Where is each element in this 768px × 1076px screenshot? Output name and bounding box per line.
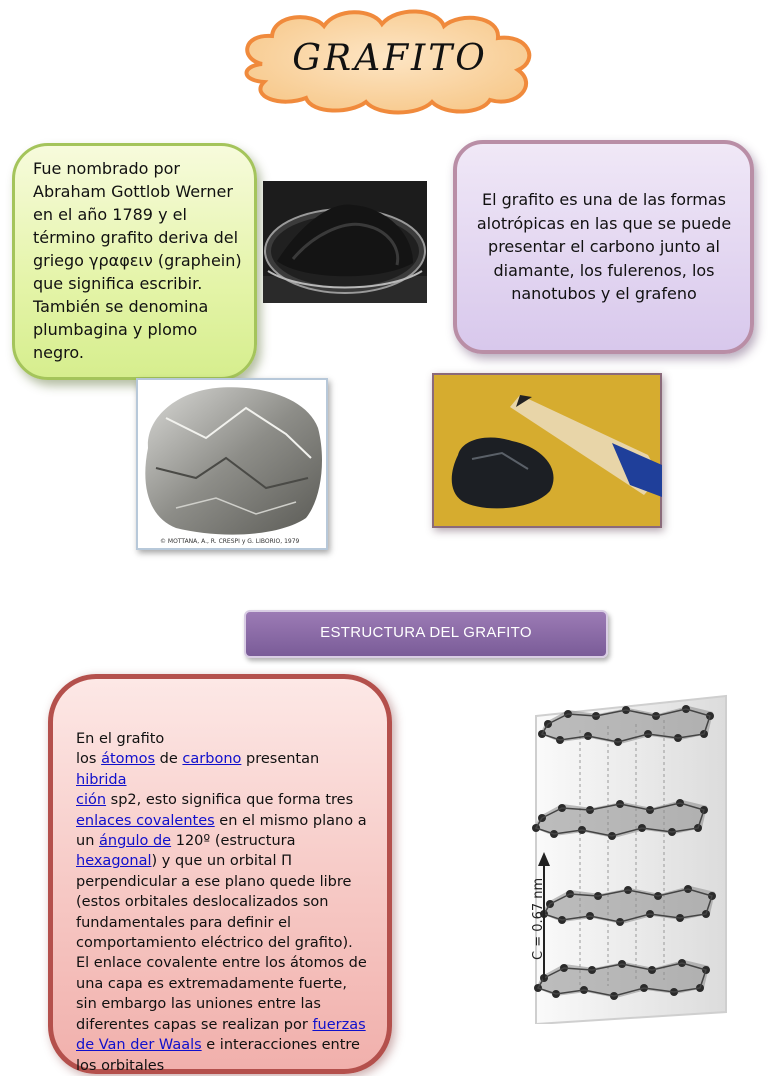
link-hexagonal[interactable]: hexagonal	[76, 853, 152, 870]
structure-text-part: en el mismo plano a un	[76, 812, 367, 850]
graphite-structure-diagram	[508, 690, 748, 1024]
interlayer-distance-label: C = 0.67 nm	[531, 877, 546, 960]
link-enlaces-covalentes[interactable]: enlaces covalentes	[76, 812, 215, 829]
link-hibridacion-2[interactable]: ción	[76, 792, 107, 809]
structure-text-part: de	[155, 751, 183, 768]
structure-text-part: los	[76, 751, 102, 768]
link-van-der-waals[interactable]: fuerzas de Van der Waals	[76, 1016, 366, 1054]
link-hibridacion-1[interactable]: hibrida	[76, 771, 127, 788]
link-carbono[interactable]: carbono	[182, 751, 242, 768]
link-atomos[interactable]: átomos	[101, 751, 156, 768]
rock-photo-caption: © MOTTANA, A., R. CRESPI y G. LIBORIO, 1979	[160, 538, 300, 545]
definition-text: El grafito es una de las formas alotrópicas en las que se puede presentar el carbono junto al diamante, los fulerenos, los nanotubos y el grafeno	[476, 190, 732, 303]
graphite-powder-bowl-photo	[263, 181, 427, 303]
graphite-pencil-photo	[432, 373, 662, 528]
page-title: GRAFITO	[292, 38, 488, 79]
intro-text: Fue nombrado por Abraham Gottlob Werner en el año 1789 y el término grafito deriva del griego γραφειν (graphein) que significa escribir. También se denomina plumbagina y plomo negro.	[33, 159, 242, 362]
structure-text-part: e interacciones entre los orbitales	[76, 1037, 360, 1074]
structure-text-part: presentan	[241, 751, 320, 768]
structure-text-part: 120º (estructura	[171, 833, 296, 850]
section-heading: ESTRUCTURA DEL GRAFITO	[320, 624, 532, 641]
structure-text-part: sp2, esto significa que forma tres	[106, 792, 354, 809]
link-angulo[interactable]: ángulo de	[99, 833, 172, 850]
structure-text-part: En el grafito	[76, 731, 165, 747]
graphite-rock-photo	[136, 378, 328, 550]
structure-text-part: ) y que un orbital Π perpendicular a ese plano quede libre (estos orbitales deslocalizados son fundamentales para definir el comportamiento eléctrico del grafito). El enlace covalente entre los átomos de una capa es extremadamente fuerte, sin embargo las uniones entre las diferentes capas se realizan por	[76, 853, 367, 1033]
